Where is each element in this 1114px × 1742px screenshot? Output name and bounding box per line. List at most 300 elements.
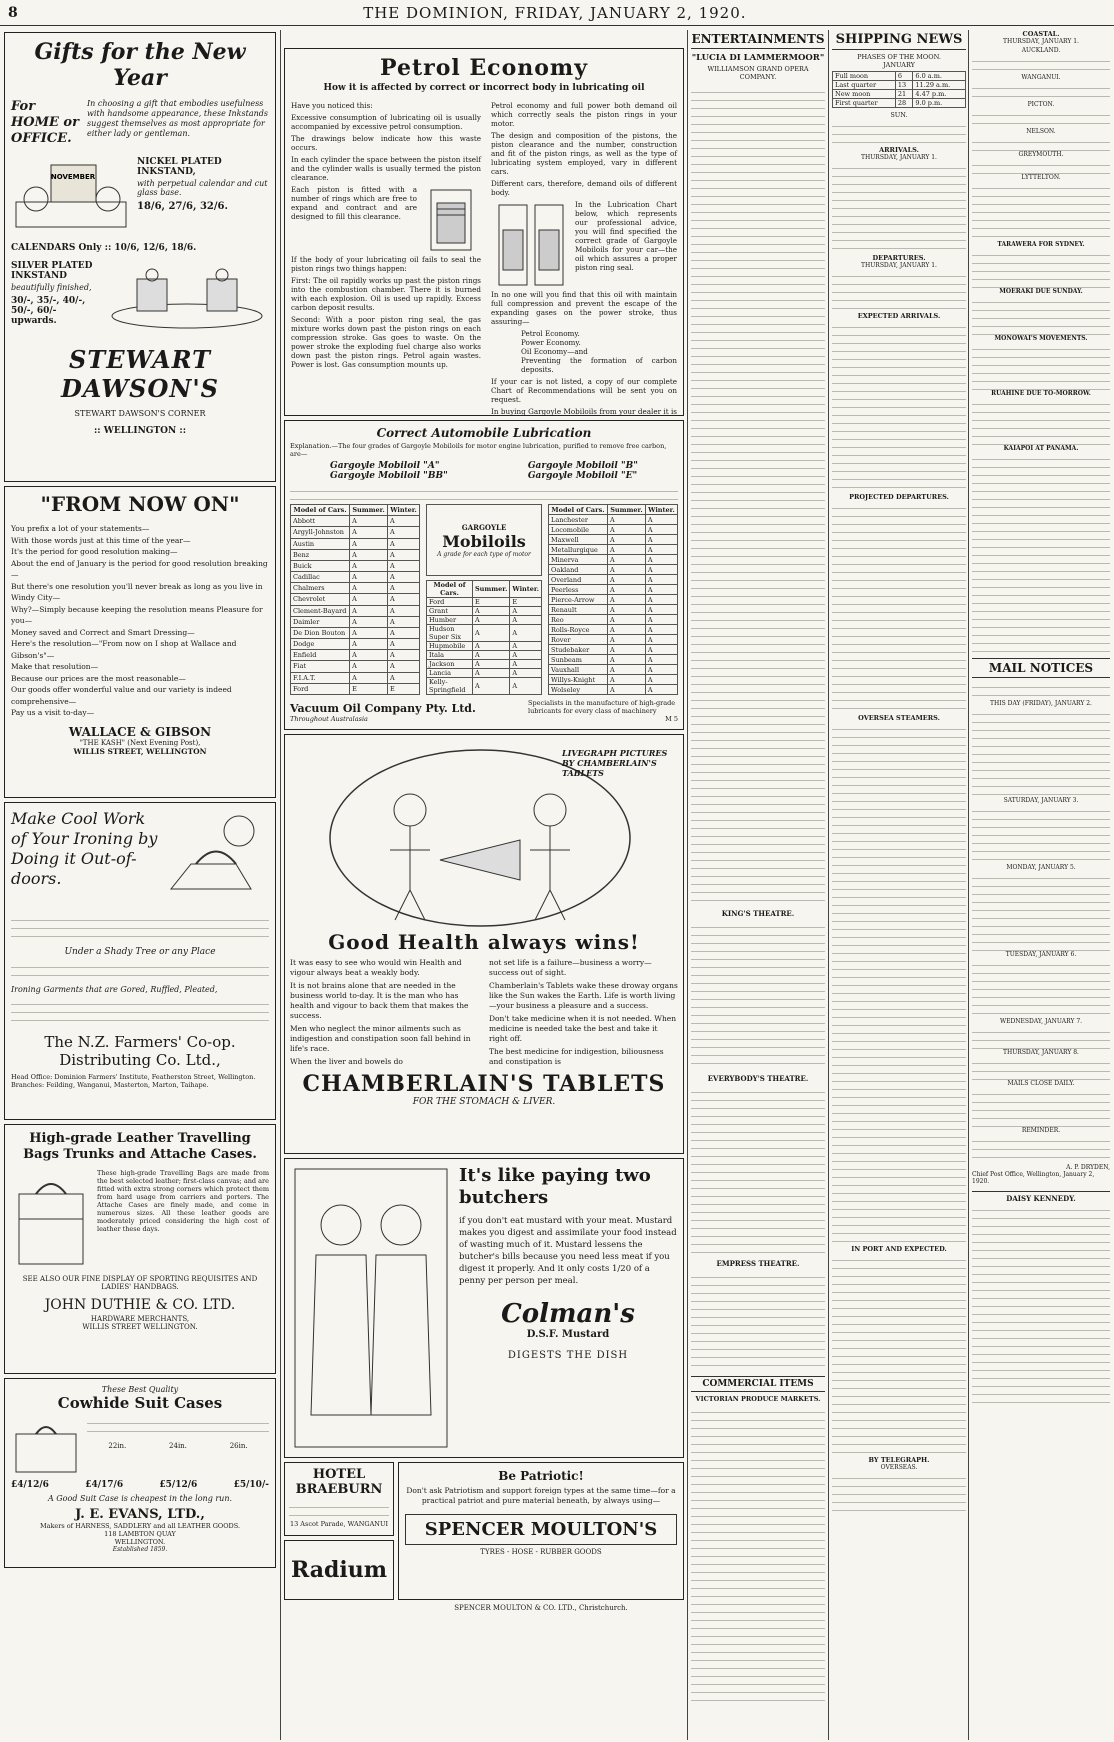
gifts-title: Gifts for the New Year — [34, 39, 246, 91]
table-cell: Hupmobile — [427, 642, 473, 651]
petrol-para: If the body of your lubricating oil fails to seal the piston rings two things happen: — [291, 255, 481, 273]
mail-day-list — [972, 707, 1110, 797]
table-cell: A — [645, 535, 677, 545]
lubrication-row — [291, 661, 420, 672]
vacuum-oil-note: Specialists in the manufacture of high-grade lubricants for every class of machinery — [528, 699, 676, 715]
table-cell: A — [607, 525, 645, 535]
picton-heading: PICTON. — [1027, 101, 1055, 108]
column-rule — [968, 30, 969, 1740]
table-cell: A — [645, 555, 677, 565]
table-cell: Jackson — [427, 660, 473, 669]
livegraph-caption: LIVEGRAPH PICTURES BY CHAMBERLAIN'S TABLETS — [562, 748, 668, 778]
lubrication-row — [549, 575, 678, 585]
table-cell: A — [350, 516, 388, 527]
departures-date: THURSDAY, JANUARY 1. — [861, 262, 937, 269]
mail-day-list — [972, 871, 1110, 951]
table-cell: A — [607, 575, 645, 585]
table-cell: Chevrolet — [291, 594, 350, 605]
table-cell: Peerless — [549, 585, 608, 595]
table-cell: A — [387, 516, 419, 527]
monowai-article — [972, 342, 1110, 390]
table-cell: A — [350, 627, 388, 638]
coastal-heading: COASTAL. — [1022, 30, 1060, 38]
table-cell: A — [387, 616, 419, 627]
lubrication-row — [427, 651, 542, 660]
petrol-para: The design and composition of the pistons, the piston clearance and the number, construction and fit of the piston rings, as well as the type of lubricating system employed, vary in different cars. — [491, 131, 677, 176]
grade-b: Gargoyle Mobiloil "B" — [527, 461, 638, 471]
ironing-body — [11, 913, 269, 943]
ironing-sub1: Under a Shady Tree or any Place — [64, 947, 216, 957]
evans-established: Established 1859. — [112, 1546, 168, 1553]
table-cell: A — [645, 525, 677, 535]
table-cell: A — [472, 625, 509, 642]
tarawera-heading: TARAWERA FOR SYDNEY. — [997, 241, 1085, 248]
petrol-economy-ad — [284, 48, 684, 416]
lubrication-row — [549, 665, 678, 675]
hotel-name: HOTEL BRAEBURN — [295, 1467, 383, 1497]
empress-article — [691, 1270, 825, 1370]
lubrication-row — [291, 627, 420, 638]
table-cell: Rolls-Royce — [549, 625, 608, 635]
table-cell: Full moon — [833, 72, 896, 81]
wanganui-list — [972, 81, 1110, 101]
greymouth-list — [972, 158, 1110, 174]
table-cell: Daimler — [291, 616, 350, 627]
table-cell: A — [607, 555, 645, 565]
lubrication-instructions — [290, 484, 678, 500]
silver-title: SILVER PLATED INKSTAND — [11, 261, 93, 281]
mail-notices-heading: MAIL NOTICES — [972, 658, 1110, 678]
table-cell: Wolseley — [549, 685, 608, 695]
table-cell: A — [387, 527, 419, 538]
lubrication-explanation: Explanation.—The four grades of Gargoyle Mobiloils for motor engine lubrication, purified to remove free carbon, are— — [290, 442, 667, 458]
mail-day: THURSDAY, JANUARY 8. — [1003, 1049, 1079, 1056]
table-cell: A — [387, 572, 419, 583]
telegraph-list — [832, 1471, 966, 1511]
butchers-illustration — [291, 1165, 451, 1451]
silver-prices: 30/-, 35/-, 40/-, 50/-, 60/- upwards. — [11, 296, 86, 326]
lubrication-row — [427, 616, 542, 625]
table-cell: A — [607, 595, 645, 605]
resolution-line: It's the period for good resolution making— — [11, 547, 178, 556]
table-cell: Locomobile — [549, 525, 608, 535]
grade-bb: Gargoyle Mobiloil "BB" — [330, 471, 448, 481]
resolution-line: Because our prices are the most reasonable— — [11, 673, 186, 683]
kaiapoi-article — [972, 452, 1110, 652]
wallace-addr: WILLIS STREET, WELLINGTON — [73, 746, 207, 756]
nelson-list — [972, 135, 1110, 151]
wanganui-heading: WANGANUI. — [1021, 74, 1061, 81]
mail-day: TUESDAY, JANUARY 6. — [1005, 951, 1077, 958]
table-cell: A — [510, 616, 542, 625]
table-cell: A — [645, 655, 677, 665]
price: £5/10/- — [233, 1480, 269, 1490]
resolution-line: You prefix a lot of your statements— — [11, 524, 150, 533]
petrol-para: In the Lubrication Chart below, which represents our professional advice, you will find specified the correct grade of Gargoyle Mobiloils for your car—the oil which assures a proper piston ring seal. — [575, 200, 677, 272]
mail-day: SATURDAY, JANUARY 3. — [1003, 797, 1079, 804]
petrol-para: Excessive consumption of lubricating oil is usually accompanied by excessive petrol consumption. — [291, 113, 481, 131]
store-city: :: WELLINGTON :: — [93, 426, 187, 436]
table-cell: A — [472, 660, 509, 669]
lubrication-row — [291, 616, 420, 627]
lubrication-row — [549, 625, 678, 635]
moeraki-article — [972, 295, 1110, 335]
table-cell: Buick — [291, 560, 350, 571]
expected-arrivals-list — [832, 320, 966, 490]
table-cell: A — [510, 607, 542, 616]
col-header: Winter. — [645, 505, 677, 515]
evans-city: WELLINGTON. — [114, 1538, 166, 1546]
mail-intro — [972, 680, 1110, 700]
moon-phase-row — [833, 90, 966, 99]
table-cell: A — [350, 549, 388, 560]
ironing-title: Make Cool Work of Your Ironing by Doing it Out-of-doors. — [11, 809, 158, 888]
table-cell: A — [510, 625, 542, 642]
lucia-subtitle: WILLIAMSON GRAND OPERA COMPANY. — [707, 65, 809, 81]
ironing-sub2: Ironing Garments that are Gored, Ruffled, Pleated, — [11, 985, 218, 994]
table-cell: Metallurgique — [549, 545, 608, 555]
coastal-date: THURSDAY, JANUARY 1. — [1003, 38, 1079, 45]
moon-month: JANUARY — [883, 61, 915, 69]
lubrication-row — [549, 635, 678, 645]
table-cell: A — [350, 572, 388, 583]
lubrication-table-left — [290, 504, 420, 695]
lyttelton-heading: LYTTELTON. — [1021, 174, 1061, 181]
table-cell: A — [607, 565, 645, 575]
nickel-prices: 18/6, 27/6, 32/6. — [137, 201, 228, 212]
table-cell: A — [472, 642, 509, 651]
store-sub: STEWART DAWSON'S CORNER — [74, 409, 206, 418]
table-cell: A — [350, 650, 388, 661]
chamberlain-para: When the liver and bowels do — [290, 1057, 403, 1066]
table-cell: A — [645, 635, 677, 645]
table-cell: A — [387, 549, 419, 560]
benefit: Oil Economy—and — [521, 347, 588, 356]
calendar-label: NOVEMBER — [50, 173, 96, 181]
table-cell: A — [607, 535, 645, 545]
table-cell: Austin — [291, 538, 350, 549]
chamberlain-ad — [284, 734, 684, 1154]
hotel-address: 13 Ascot Parade, WANGANUI — [289, 1520, 389, 1528]
coastal-column — [972, 30, 1110, 1742]
monowai-heading: MONOWAI'S MOVEMENTS. — [994, 335, 1088, 342]
lubrication-row — [291, 527, 420, 538]
lucia-article — [691, 85, 825, 905]
markets-article — [691, 1405, 825, 1705]
lubrication-row — [549, 565, 678, 575]
expected-arrivals-heading: EXPECTED ARRIVALS. — [857, 312, 941, 320]
table-cell: Renault — [549, 605, 608, 615]
lubrication-row — [291, 560, 420, 571]
spencer-brand: SPENCER MOULTON'S — [405, 1514, 677, 1545]
table-cell: A — [607, 685, 645, 695]
grade-a: Gargoyle Mobiloil "A" — [330, 461, 440, 471]
col-header: Summer. — [607, 505, 645, 515]
lubrication-row — [291, 572, 420, 583]
nickel-detail: with perpetual calendar and cut glass base. — [137, 179, 268, 197]
lubrication-row — [549, 525, 678, 535]
moeraki-heading: MOERAKI DUE SUNDAY. — [999, 288, 1083, 295]
mobiloil-can — [426, 504, 542, 576]
table-cell: A — [510, 669, 542, 678]
moon-phase-row — [833, 72, 966, 81]
mail-day: WEDNESDAY, JANUARY 7. — [999, 1018, 1083, 1025]
table-cell: E — [510, 598, 542, 607]
spencer-footer: SPENCER MOULTON & CO. LTD., Christchurch. — [454, 1604, 628, 1612]
shipping-column — [832, 30, 966, 1742]
petrol-para: Second: With a poor piston ring seal, the gas mixture works down past the piston rings on each compression stroke. Gas goes to waste. On the power stroke the exploding fuel charge also works down past the piston rings. Petrol again wastes. Power is lost. Gas consumption mounts up. — [291, 315, 481, 369]
table-cell: A — [607, 645, 645, 655]
lubrication-row — [427, 642, 542, 651]
everybody-article — [691, 1085, 825, 1255]
spencer-body: Don't ask Patriotism and support foreign types at the same time—for a practical patriot and pure material beneath, by always using— — [406, 1486, 676, 1505]
col-header: Winter. — [387, 505, 419, 516]
table-cell: Lancia — [427, 669, 473, 678]
mail-day-list — [972, 1056, 1110, 1080]
table-cell: A — [387, 650, 419, 661]
everybody-heading: EVERYBODY'S THEATRE. — [707, 1074, 809, 1083]
table-cell: Humber — [427, 616, 473, 625]
table-cell: A — [607, 605, 645, 615]
spencer-title: Be Patriotic! — [498, 1469, 584, 1483]
colmans-brand-sub: D.S.F. Mustard — [526, 1329, 610, 1340]
table-cell: Benz — [291, 549, 350, 560]
tarawera-article — [972, 248, 1110, 288]
table-cell: Kelly-Springfield — [427, 678, 473, 695]
lubrication-row — [291, 594, 420, 605]
lubrication-row — [291, 516, 420, 527]
table-cell: A — [472, 607, 509, 616]
resolution-line: Our goods offer wonderful value and our variety is indeed comprehensive— — [11, 685, 232, 706]
lubrication-row — [291, 672, 420, 683]
moon-heading: PHASES OF THE MOON. — [857, 53, 941, 61]
lubrication-row — [549, 555, 678, 565]
vacuum-oil-company: Vacuum Oil Company Pty. Ltd. — [290, 702, 476, 715]
benefit: Petrol Economy. — [521, 329, 580, 338]
from-now-on-title: "FROM NOW ON" — [40, 492, 240, 516]
petrol-para: Each piston is fitted with a number of rings which are free to expand and contract and are designed to fill this clearance. — [291, 185, 417, 221]
table-cell: Itala — [427, 651, 473, 660]
chamberlain-para: Don't take medicine when it is not needed. When medicine is needed take the best and take it right off. — [489, 1014, 677, 1043]
auckland-list — [972, 54, 1110, 74]
table-cell: A — [645, 545, 677, 555]
ruahine-heading: RUAHINE DUE TO-MORROW. — [991, 390, 1091, 397]
grade-e: Gargoyle Mobiloil "E" — [527, 471, 638, 481]
wallace-store: WALLACE & GIBSON — [68, 724, 212, 739]
mail-day-list — [972, 1025, 1110, 1049]
table-cell: Dodge — [291, 639, 350, 650]
suitcase-illustration — [11, 1416, 81, 1476]
calendars-line: CALENDARS Only :: 10/6, 12/6, 18/6. — [11, 243, 197, 253]
chamberlain-para: It was easy to see who would win Health and vigour always beat a weakly body. — [290, 958, 462, 977]
ad-code: M 5 — [665, 715, 678, 723]
spencer-brand-sub: TYRES - HOSE - RUBBER GOODS — [480, 1548, 602, 1556]
evans-sub: Makers of HARNESS, SADDLERY and all LEATHER GOODS. — [39, 1522, 241, 1530]
ironing-ad — [4, 802, 276, 1120]
greymouth-heading: GREYMOUTH. — [1018, 151, 1064, 158]
can-brand-top: GARGOYLE — [461, 522, 507, 532]
commercial-heading: COMMERCIAL ITEMS — [691, 1376, 825, 1392]
farmers-head-office: Head Office: Dominion Farmers' Institute, Featherston Street, Wellington. — [11, 1073, 256, 1081]
table-cell: A — [350, 605, 388, 616]
lubrication-row — [291, 650, 420, 661]
duthie-company: JOHN DUTHIE & CO. LTD. — [44, 1297, 236, 1313]
lubrication-row — [291, 605, 420, 616]
table-cell: Pierce-Arrow — [549, 595, 608, 605]
evans-addr: 118 LAMBTON QUAY — [104, 1530, 176, 1538]
price: £5/12/6 — [159, 1480, 198, 1490]
store-name: STEWART DAWSON'S — [60, 345, 220, 403]
telegraph-sub: OVERSEAS. — [880, 1464, 918, 1471]
mail-day-list — [972, 804, 1110, 864]
size-label: 24in. — [169, 1442, 187, 1450]
table-cell: De Dion Bouton — [291, 627, 350, 638]
lubrication-row — [291, 549, 420, 560]
mails-close-heading: MAILS CLOSE DAILY. — [1007, 1080, 1075, 1087]
table-cell: Clement-Bayard — [291, 605, 350, 616]
petrol-para: In each cylinder the space between the piston itself and the cylinder walls is usually termed the piston clearance. — [291, 155, 481, 182]
lubrication-row — [427, 678, 542, 695]
table-cell: A — [350, 538, 388, 549]
table-cell: A — [387, 672, 419, 683]
markets-heading: VICTORIAN PRODUCE MARKETS. — [695, 1395, 821, 1403]
departures-heading: DEPARTURES. — [872, 254, 926, 262]
table-cell: Willys-Knight — [549, 675, 608, 685]
table-cell: A — [387, 627, 419, 638]
table-cell: 6 — [895, 72, 913, 81]
petrol-para: If your car is not listed, a copy of our complete Chart of Recommendations will be sent you on request. — [491, 377, 677, 404]
lubrication-row — [427, 607, 542, 616]
table-cell: A — [387, 605, 419, 616]
electric-iron-illustration — [161, 809, 261, 909]
table-cell: Sunbeam — [549, 655, 608, 665]
cowhide-cheapest: A Good Suit Case is cheapest in the long run. — [47, 1494, 233, 1503]
kings-article — [691, 920, 825, 1070]
shipping-heading: SHIPPING NEWS — [832, 30, 966, 50]
table-cell: A — [350, 639, 388, 650]
in-port-heading: IN PORT AND EXPECTED. — [851, 1245, 947, 1253]
nickel-title: NICKEL PLATED INKSTAND, — [137, 157, 222, 177]
column-rule — [828, 30, 829, 1740]
table-cell: A — [472, 616, 509, 625]
table-cell: A — [645, 645, 677, 655]
table-cell: A — [350, 560, 388, 571]
bags-ad — [4, 1124, 276, 1374]
lucia-title: "LUCIA DI LAMMERMOOR" — [691, 53, 825, 63]
petrol-para: In buying Gargoyle Mobiloils from your dealer it is — [491, 407, 677, 416]
table-cell: A — [645, 685, 677, 695]
lubrication-row — [549, 655, 678, 665]
table-cell: Argyll-Johnston — [291, 527, 350, 538]
table-cell: A — [645, 675, 677, 685]
bags-title: High-grade Leather Travelling Bags Trunks and Attache Cases. — [23, 1131, 257, 1162]
table-cell: A — [607, 585, 645, 595]
kings-heading: KING'S THEATRE. — [721, 909, 795, 918]
table-cell: A — [350, 616, 388, 627]
table-cell: Reo — [549, 615, 608, 625]
table-cell: A — [510, 642, 542, 651]
lubrication-row — [549, 595, 678, 605]
mail-day-list — [972, 958, 1110, 1018]
reminder-heading: REMINDER. — [1021, 1127, 1061, 1134]
petrol-title: Petrol Economy — [380, 55, 588, 81]
silver-detail: beautifully finished, — [11, 283, 92, 292]
lubrication-table-mid — [426, 580, 542, 695]
table-cell: Enfield — [291, 650, 350, 661]
table-cell: A — [645, 595, 677, 605]
departures-list — [832, 269, 966, 309]
projected-departures-list — [832, 501, 966, 711]
lubrication-row — [549, 535, 678, 545]
lubrication-row — [549, 605, 678, 615]
benefit: Power Economy. — [521, 338, 581, 347]
good-health-headline: Good Health always wins! — [328, 930, 640, 954]
in-port-list — [832, 1253, 966, 1453]
can-brand: Mobiloils — [442, 531, 526, 551]
table-cell: A — [350, 527, 388, 538]
cowhide-body — [87, 1416, 269, 1438]
newspaper-title: THE DOMINION, FRIDAY, JANUARY 2, 1920. — [363, 3, 747, 22]
sun-heading: SUN. — [890, 111, 908, 119]
col-header: Summer. — [472, 581, 509, 598]
lyttelton-list — [972, 181, 1110, 241]
petrol-para: Different cars, therefore, demand oils of different body. — [491, 179, 677, 197]
table-cell: E — [387, 683, 419, 694]
size-label: 22in. — [108, 1442, 127, 1450]
table-cell: Ford — [427, 598, 473, 607]
table-cell: A — [645, 515, 677, 525]
gifts-for-line: For HOME or OFFICE. — [11, 99, 79, 146]
table-cell: Overland — [549, 575, 608, 585]
arrivals-date: THURSDAY, JANUARY 1. — [861, 154, 937, 161]
kaiapoi-heading: KAIAPOI AT PANAMA. — [1003, 445, 1079, 452]
chamberlain-para: Men who neglect the minor ailments such as indigestion and constipation soon fall behind in life's race. — [290, 1024, 471, 1053]
table-cell: Minerva — [549, 555, 608, 565]
colmans-brand: Colman's — [501, 1299, 635, 1329]
lubrication-row — [549, 515, 678, 525]
nickel-inkstand-illustration — [11, 157, 131, 237]
cowhide-ad — [4, 1378, 276, 1568]
silver-inkstand-illustration — [107, 261, 267, 331]
piston-rings-illustration — [491, 200, 571, 290]
mail-signature: A. P. DRYDEN, — [1066, 1164, 1110, 1171]
table-cell: A — [510, 660, 542, 669]
table-cell: Lanchester — [549, 515, 608, 525]
table-cell: A — [387, 538, 419, 549]
lubrication-row — [549, 675, 678, 685]
table-cell: 21 — [895, 90, 913, 99]
hotel-ad — [284, 1462, 394, 1536]
table-cell: A — [645, 605, 677, 615]
resolution-line: Make that resolution— — [11, 662, 99, 671]
petrol-para: The drawings below indicate how this waste occurs. — [291, 134, 481, 152]
sun-times — [832, 119, 966, 143]
table-cell: First quarter — [833, 99, 896, 108]
table-cell: A — [350, 583, 388, 594]
colmans-body: if you don't eat mustard with your meat. Mustard makes you digest and assimilate your food instead of wasting much of it. Mustard lessens the butcher's bills because you need less meat if you digest it properly. And it only costs 1/20 of a penny per person per meal. — [459, 1216, 677, 1286]
table-cell: E — [350, 683, 388, 694]
resolution-line: With those words just at this time of the year— — [11, 535, 191, 545]
table-cell: A — [607, 635, 645, 645]
table-cell: 13 — [895, 81, 913, 90]
table-cell: A — [645, 615, 677, 625]
bags-body: These high-grade Travelling Bags are made from the best selected leather; first-class canvas; and are fitted with extra strong corners which protect them from hard usage from carriers and porters. The Attache Cases are finely made, and come in numerous sizes. All these leather goods are moderately priced considering the high cost of leather these days. — [97, 1169, 269, 1233]
farmers-company: The N.Z. Farmers' Co-op. Distributing Co. Ltd., — [44, 1033, 236, 1069]
lubrication-title: Correct Automobile Lubrication — [376, 426, 592, 440]
table-cell: Cadillac — [291, 572, 350, 583]
radium-ad — [284, 1540, 394, 1600]
projected-departures-heading: PROJECTED DEPARTURES. — [849, 493, 949, 501]
